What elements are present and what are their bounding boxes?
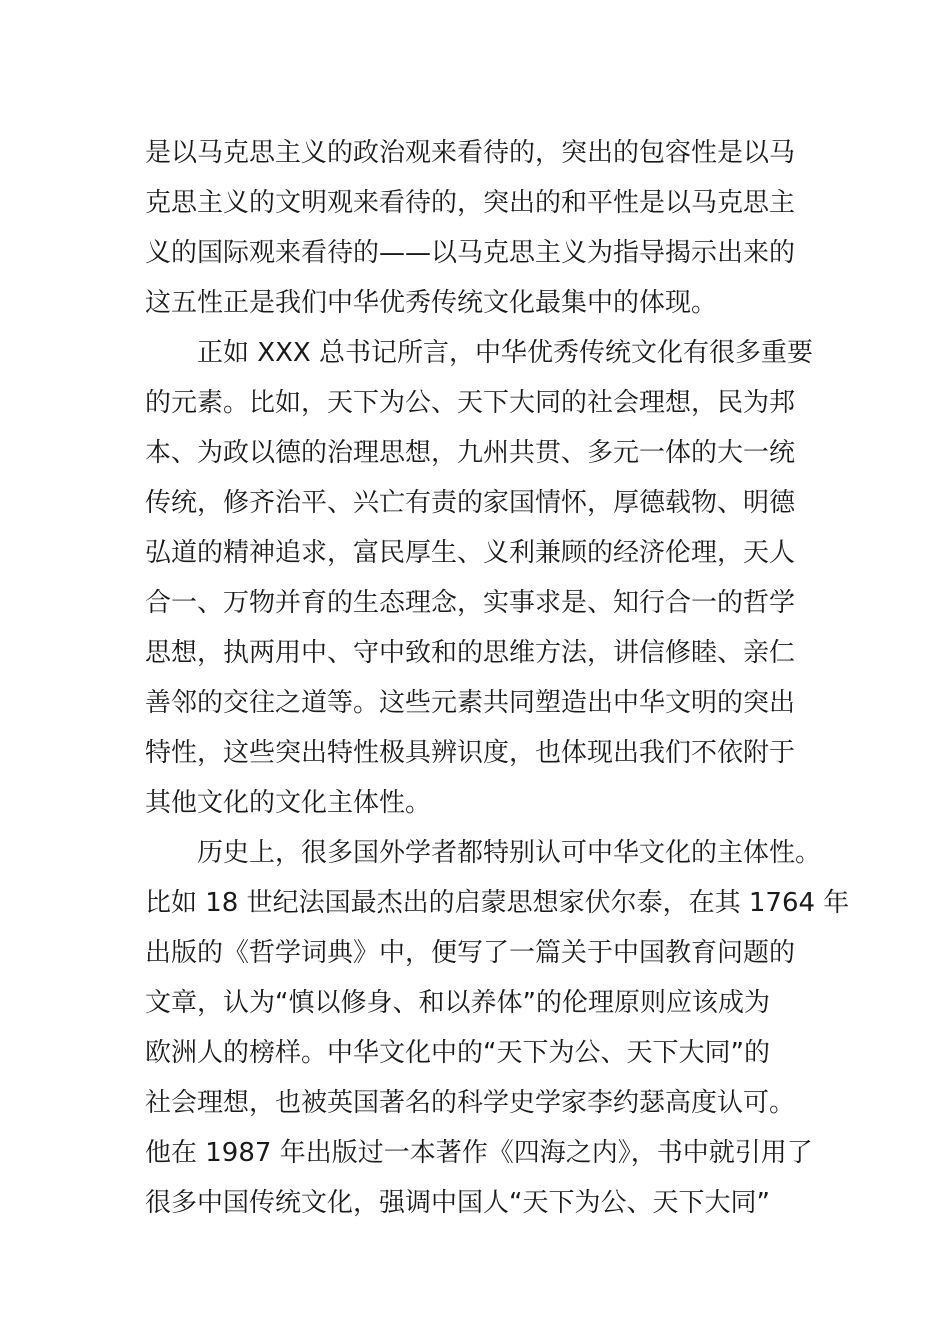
text-line: 弘道的精神追求，富民厚生、义利兼顾的经济伦理，天人 [145,538,796,568]
text-line: 比如 18 世纪法国最杰出的启蒙思想家伏尔泰，在其 1764 年 [145,888,850,918]
text-line: 思想，执两用中、守中致和的思维方法，讲信修睦、亲仁 [145,638,796,668]
text-line: 传统，修齐治平、兴亡有责的家国情怀，厚德载物、明德 [145,488,796,518]
text-line: 很多中国传统文化，强调中国人“天下为公、天下大同” [145,1188,770,1218]
text-line: 社会理想，也被英国著名的科学史学家李约瑟高度认可。 [145,1088,796,1118]
text-line: 欧洲人的榜样。中华文化中的“天下为公、天下大同”的 [145,1038,770,1068]
text-line: 善邻的交往之道等。这些元素共同塑造出中华文明的突出 [145,688,796,718]
paragraph-first-line: 正如 XXX 总书记所言，中华优秀传统文化有很多重要 [197,338,813,368]
text-line: 克思主义的文明观来看待的，突出的和平性是以马克思主 [145,188,796,218]
text-line: 的元素。比如，天下为公、天下大同的社会理想，民为邦 [145,388,796,418]
text-line: 合一、万物并育的生态理念，实事求是、知行合一的哲学 [145,588,796,618]
text-line: 特性，这些突出特性极具辨识度，也体现出我们不依附于 [145,738,796,768]
text-line: 是以马克思主义的政治观来看待的，突出的包容性是以马 [145,138,796,168]
text-line: 这五性正是我们中华优秀传统文化最集中的体现。 [145,288,718,318]
text-line: 文章，认为“慎以修身、和以养体”的伦理原则应该成为 [145,988,770,1018]
paragraph-first-line: 历史上，很多国外学者都特别认可中华文化的主体性。 [197,838,822,868]
text-line: 本、为政以德的治理思想，九州共贯、多元一体的大一统 [145,438,796,468]
text-line: 其他文化的文化主体性。 [145,788,432,818]
document-body [145,128,850,1228]
text-line: 义的国际观来看待的——以马克思主义为指导揭示出来的 [145,238,796,268]
text-line: 出版的《哲学词典》中，便写了一篇关于中国教育问题的 [145,938,796,968]
text-line: 他在 1987 年出版过一本著作《四海之内》，书中就引用了 [145,1138,813,1168]
